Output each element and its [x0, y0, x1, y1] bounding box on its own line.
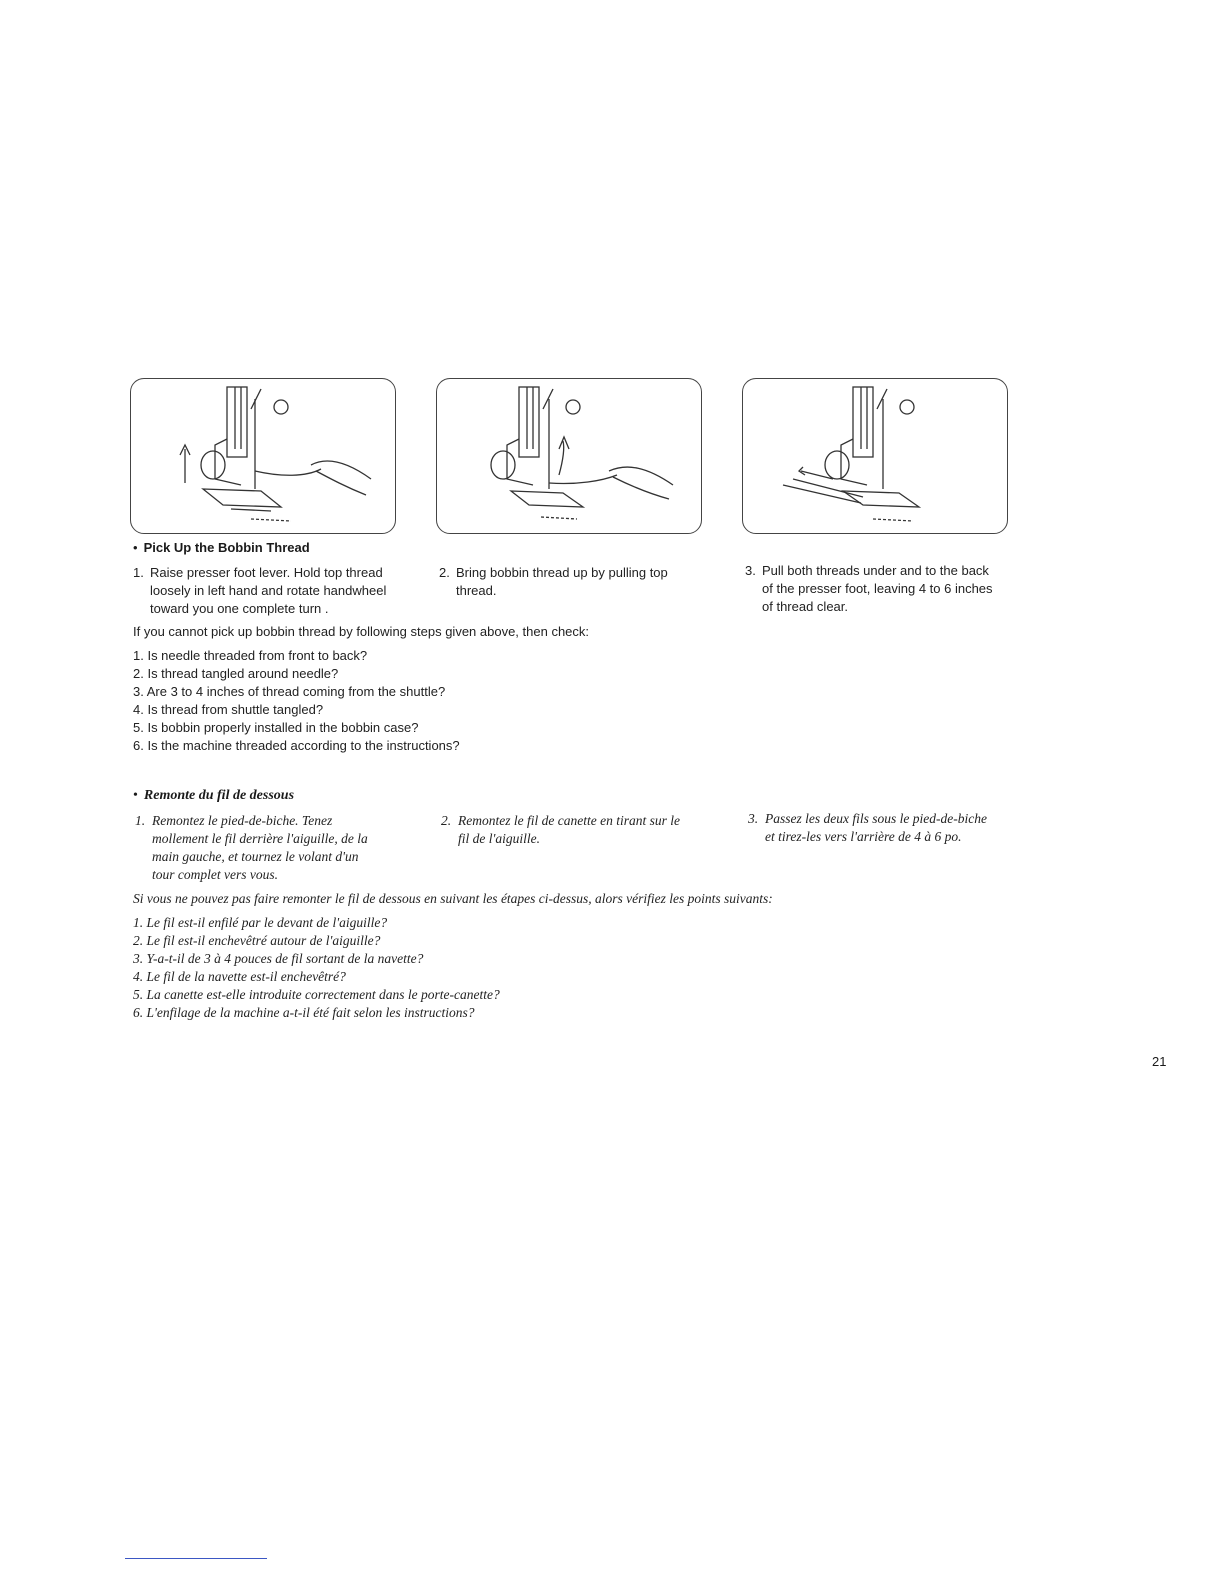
english-check-intro: If you cannot pick up bobbin thread by following steps given above, then check:	[133, 624, 590, 639]
step-number: 3.	[745, 563, 756, 578]
english-check-item: 3. Are 3 to 4 inches of thread coming from the shuttle?	[133, 684, 446, 699]
step-text: Remontez le fil de canette en tirant sur le fil de l'aiguille.	[458, 813, 680, 846]
french-check-intro: Si vous ne pouvez pas faire remonter le fil de dessous en suivant les étapes ci-dessus, alors vérifiez les points suivants:	[133, 891, 773, 906]
bobbin-thread-pull-illustration	[437, 379, 701, 533]
step-text: Pull both threads under and to the back of the presser foot, leaving 4 to 6 inches of thread clear.	[762, 563, 993, 614]
english-check-item: 1. Is needle threaded from front to back?	[133, 648, 368, 663]
step-text: Raise presser foot lever. Hold top thread loosely in left hand and rotate handwheel toward you one complete turn .	[150, 565, 387, 616]
threads-to-back-illustration	[743, 379, 1007, 533]
step-number: 2.	[441, 813, 452, 828]
english-check-item: 2. Is thread tangled around needle?	[133, 666, 339, 681]
english-check-item: 4. Is thread from shuttle tangled?	[133, 702, 324, 717]
footer-rule	[125, 1558, 267, 1559]
step-number: 3.	[748, 811, 759, 826]
step-number: 2.	[439, 565, 450, 580]
french-check-item: 4. Le fil de la navette est-il enchevêtré?	[133, 969, 346, 984]
english-check-item: 6. Is the machine threaded according to the instructions?	[133, 738, 460, 753]
step-number: 1.	[133, 565, 144, 580]
french-check-item: 3. Y-a-t-il de 3 à 4 pouces de fil sortant de la navette?	[133, 951, 424, 966]
bullet-icon: •	[133, 788, 138, 803]
section-heading-french: • Remonte du fil de dessous	[133, 788, 295, 803]
presser-foot-raise-illustration	[131, 379, 395, 533]
french-check-item: 6. L'enfilage de la machine a-t-il été fait selon les instructions?	[133, 1005, 475, 1020]
step-text: Bring bobbin thread up by pulling top thread.	[456, 565, 668, 598]
french-check-item: 1. Le fil est-il enfilé par le devant de l'aiguille?	[133, 915, 388, 930]
illustration-step-3	[742, 378, 1008, 534]
step-text: Remontez le pied-de-biche. Tenez mollement le fil derrière l'aiguille, de la main gauche, et tournez le volant d'un tour complet vers vous.	[152, 813, 368, 882]
step-number: 1.	[135, 813, 146, 828]
illustration-step-1	[130, 378, 396, 534]
illustration-step-2	[436, 378, 702, 534]
french-check-item: 2. Le fil est-il enchevêtré autour de l'aiguille?	[133, 933, 381, 948]
step-text: Passez les deux fils sous le pied-de-biche et tirez-les vers l'arrière de 4 à 6 po.	[765, 811, 987, 844]
english-check-item: 5. Is bobbin properly installed in the bobbin case?	[133, 720, 419, 735]
bullet-icon: •	[133, 540, 138, 555]
french-check-item: 5. La canette est-elle introduite correctement dans le porte-canette?	[133, 987, 500, 1002]
section-heading-english: • Pick Up the Bobbin Thread	[133, 540, 310, 555]
page-number: 21	[1152, 1054, 1167, 1069]
